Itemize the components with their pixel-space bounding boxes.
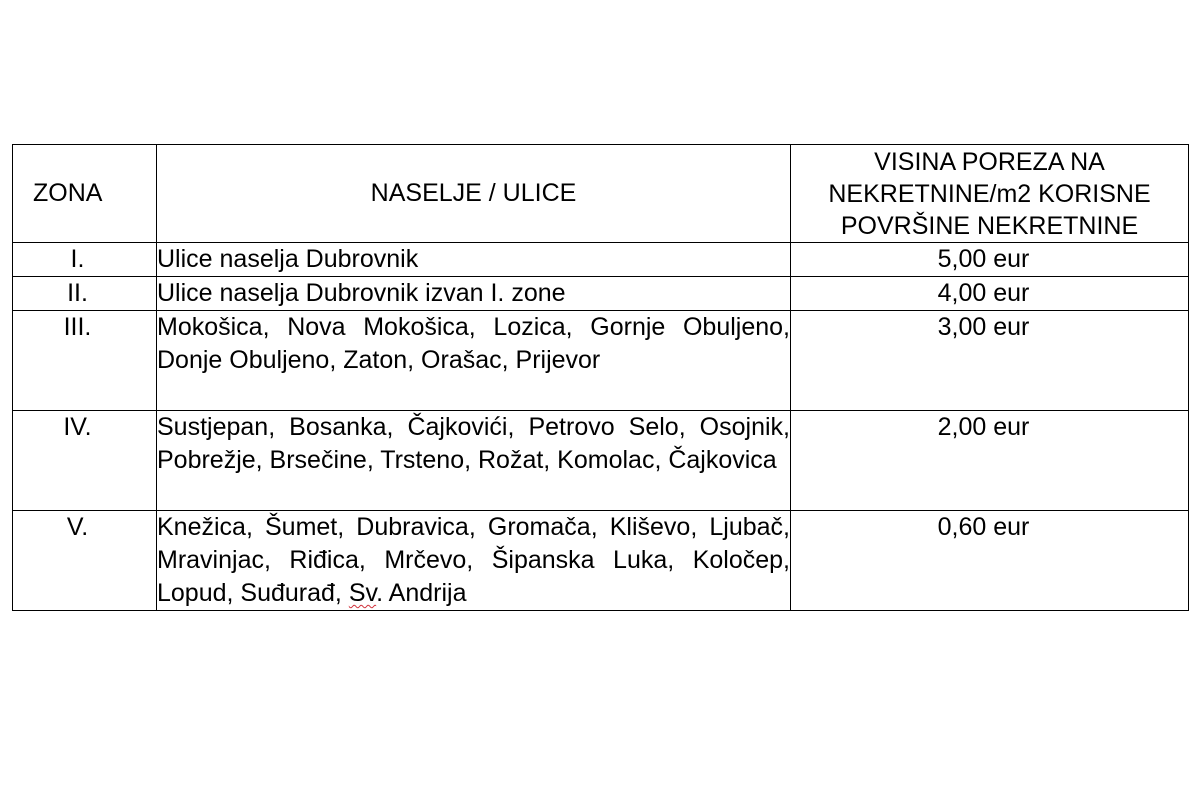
zone-cell bbox=[13, 277, 157, 311]
header-rate-line: NEKRETNINE/m2 KORISNE bbox=[828, 179, 1151, 208]
table-row bbox=[13, 411, 1189, 511]
rate-value: 4,00 eur bbox=[937, 279, 1030, 307]
settlement-cell bbox=[157, 511, 791, 611]
property-tax-table bbox=[12, 144, 1189, 611]
table-header-row bbox=[13, 145, 1189, 243]
zone-label: III. bbox=[63, 313, 92, 341]
rate-value: 0,60 eur bbox=[937, 513, 1030, 541]
zone-cell bbox=[13, 411, 157, 511]
table-row bbox=[13, 311, 1189, 411]
rate-cell bbox=[791, 411, 1189, 511]
zone-label: I. bbox=[70, 245, 85, 273]
settlement-cell: Mokošica, Nova Mokošica, Lozica, Gornje Obuljeno, Donje Obuljeno, Zaton, Orašac, Prijevor bbox=[157, 311, 791, 411]
rate-value: 3,00 eur bbox=[937, 313, 1030, 341]
rate-cell bbox=[791, 277, 1189, 311]
spellcheck-flagged-word: Sv bbox=[348, 579, 377, 607]
settlement-cell: Ulice naselja Dubrovnik izvan I. zone bbox=[157, 277, 791, 311]
rate-cell bbox=[791, 243, 1189, 277]
zone-label: IV. bbox=[63, 413, 92, 441]
header-zone: ZONA bbox=[13, 145, 157, 243]
header-settlement: NASELJE / ULICE bbox=[157, 145, 791, 243]
settlement-text: Knežica, Šumet, Dubravica, Gromača, Kliševo, Ljubač, Mravinjac, Riđica, Mrčevo, Šipanska Luka, Koločep, Lopud, Suđurađ, bbox=[157, 513, 790, 607]
zone-cell bbox=[13, 243, 157, 277]
zone-label: V. bbox=[66, 513, 89, 541]
header-rate-line: POVRŠINE NEKRETNINE bbox=[840, 211, 1139, 240]
rate-cell bbox=[791, 311, 1189, 411]
table-row bbox=[13, 277, 1189, 311]
zone-cell bbox=[13, 511, 157, 611]
rate-value: 2,00 eur bbox=[937, 413, 1030, 441]
settlement-text: . Andrija bbox=[376, 579, 467, 607]
header-rate bbox=[791, 145, 1189, 243]
rate-value: 5,00 eur bbox=[937, 245, 1030, 273]
zone-cell bbox=[13, 311, 157, 411]
table-row bbox=[13, 243, 1189, 277]
settlement-cell: Sustjepan, Bosanka, Čajkovići, Petrovo Selo, Osojnik, Pobrežje, Brsečine, Trsteno, Rožat, Komolac, Čajkovica bbox=[157, 411, 791, 511]
header-rate-line: VISINA POREZA NA bbox=[874, 147, 1105, 176]
settlement-cell: Ulice naselja Dubrovnik bbox=[157, 243, 791, 277]
rate-cell bbox=[791, 511, 1189, 611]
zone-label: II. bbox=[67, 279, 88, 307]
table-row bbox=[13, 511, 1189, 611]
